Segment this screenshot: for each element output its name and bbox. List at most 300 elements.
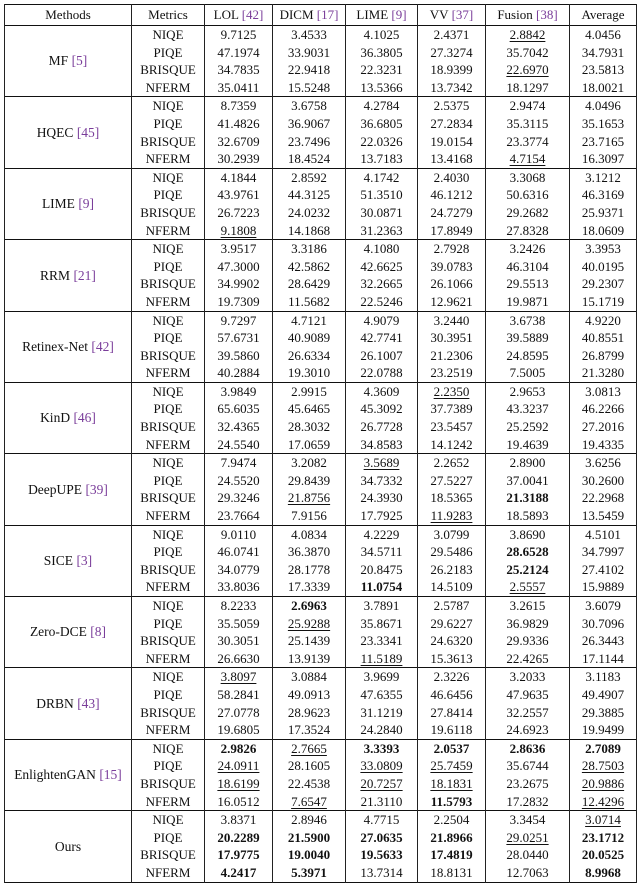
- value-cell: 29.5513: [486, 275, 570, 293]
- value-cell: 13.9139: [273, 650, 346, 668]
- value-cell: 13.5459: [570, 507, 637, 525]
- value-cell: 47.1974: [205, 44, 273, 62]
- metric-name: PIQE: [132, 258, 205, 276]
- value-cell: 29.6227: [418, 615, 486, 633]
- value-cell: 12.4296: [570, 793, 637, 811]
- value-cell: 13.5366: [346, 79, 418, 97]
- value-cell: 2.5375: [418, 97, 486, 115]
- value-cell: 4.2229: [346, 525, 418, 543]
- method-group: [5, 97, 637, 168]
- value-cell: 28.6528: [486, 543, 570, 561]
- value-cell: 3.6079: [570, 597, 637, 615]
- method-group: [5, 454, 637, 525]
- value-cell: 30.2939: [205, 150, 273, 168]
- metric-name: NFERM: [132, 222, 205, 240]
- value-cell: 18.0609: [570, 222, 637, 240]
- value-cell: 22.6970: [486, 61, 570, 79]
- value-cell: 26.6334: [273, 347, 346, 365]
- value-cell: 8.9968: [570, 864, 637, 882]
- value-cell: 27.0778: [205, 704, 273, 722]
- value-cell: 2.2652: [418, 454, 486, 472]
- cite-link[interactable]: [45]: [76, 124, 100, 140]
- value-cell: 7.9156: [273, 507, 346, 525]
- table-row: [5, 97, 637, 115]
- value-cell: 24.3930: [346, 489, 418, 507]
- value-cell: 29.8439: [273, 472, 346, 490]
- value-cell: 19.0154: [418, 133, 486, 151]
- header-lol: LOL [42]: [205, 5, 273, 26]
- value-cell: 23.3341: [346, 632, 418, 650]
- value-cell: 3.6256: [570, 454, 637, 472]
- value-cell: 27.2834: [418, 115, 486, 133]
- value-cell: 35.0411: [205, 79, 273, 97]
- value-cell: 19.4639: [486, 436, 570, 454]
- value-cell: 4.2784: [346, 97, 418, 115]
- header-dicm: DICM [17]: [273, 5, 346, 26]
- cite-link[interactable]: [8]: [90, 624, 107, 640]
- value-cell: 23.7664: [205, 507, 273, 525]
- value-cell: 45.3092: [346, 400, 418, 418]
- value-cell: 28.6429: [273, 275, 346, 293]
- value-cell: 22.4265: [486, 650, 570, 668]
- value-cell: 22.9418: [273, 61, 346, 79]
- method-name: Zero-DCE: [29, 624, 87, 640]
- metric-name: NFERM: [132, 293, 205, 311]
- method-name: KinD: [40, 410, 71, 426]
- value-cell: 46.6456: [418, 686, 486, 704]
- value-cell: 24.0911: [205, 757, 273, 775]
- value-cell: 17.8949: [418, 222, 486, 240]
- value-cell: 2.9826: [205, 739, 273, 757]
- value-cell: 27.8414: [418, 704, 486, 722]
- metric-name: BRISQUE: [132, 561, 205, 579]
- value-cell: 46.3169: [570, 186, 637, 204]
- value-cell: 34.5711: [346, 543, 418, 561]
- value-cell: 2.7089: [570, 739, 637, 757]
- value-cell: 14.1242: [418, 436, 486, 454]
- value-cell: 24.6320: [418, 632, 486, 650]
- method-name: Ours: [54, 838, 82, 854]
- value-cell: 46.0741: [205, 543, 273, 561]
- value-cell: 17.3524: [273, 721, 346, 739]
- value-cell: 2.3226: [418, 668, 486, 686]
- value-cell: 9.0110: [205, 525, 273, 543]
- method-name: DeepUPE: [28, 481, 83, 497]
- value-cell: 4.2417: [205, 864, 273, 882]
- value-cell: 4.9079: [346, 311, 418, 329]
- metric-name: NIQE: [132, 311, 205, 329]
- value-cell: 4.0834: [273, 525, 346, 543]
- value-cell: 4.1025: [346, 26, 418, 44]
- value-cell: 30.7096: [570, 615, 637, 633]
- value-cell: 23.1712: [570, 829, 637, 847]
- cite-link[interactable]: [3]: [76, 553, 93, 569]
- metric-name: BRISQUE: [132, 632, 205, 650]
- method-name: DRBN: [36, 695, 74, 711]
- value-cell: 29.2307: [570, 275, 637, 293]
- value-cell: 22.2968: [570, 489, 637, 507]
- value-cell: 3.0799: [418, 525, 486, 543]
- method-name-cell: [5, 26, 132, 97]
- value-cell: 3.8371: [205, 811, 273, 829]
- value-cell: 29.3885: [570, 704, 637, 722]
- value-cell: 21.8966: [418, 829, 486, 847]
- cite-link[interactable]: [15]: [99, 767, 122, 783]
- value-cell: 46.1212: [418, 186, 486, 204]
- value-cell: 2.8946: [273, 811, 346, 829]
- value-cell: 3.1183: [570, 668, 637, 686]
- value-cell: 5.3971: [273, 864, 346, 882]
- value-cell: 34.7997: [570, 543, 637, 561]
- metric-name: BRISQUE: [132, 133, 205, 151]
- value-cell: 37.0041: [486, 472, 570, 490]
- value-cell: 33.0809: [346, 757, 418, 775]
- cite-link[interactable]: [42]: [241, 7, 264, 22]
- method-group: [5, 240, 637, 311]
- value-cell: 9.7125: [205, 26, 273, 44]
- header-row: [5, 5, 637, 26]
- value-cell: 42.7741: [346, 329, 418, 347]
- value-cell: 2.8636: [486, 739, 570, 757]
- method-name-cell: [5, 311, 132, 382]
- value-cell: 9.7297: [205, 311, 273, 329]
- value-cell: 17.7925: [346, 507, 418, 525]
- metric-name: PIQE: [132, 44, 205, 62]
- value-cell: 2.8592: [273, 168, 346, 186]
- metric-name: NFERM: [132, 578, 205, 596]
- value-cell: 2.7665: [273, 739, 346, 757]
- value-cell: 11.0754: [346, 578, 418, 596]
- method-name-cell: [5, 382, 132, 453]
- metric-name: NIQE: [132, 668, 205, 686]
- value-cell: 34.7931: [570, 44, 637, 62]
- value-cell: 2.8842: [486, 26, 570, 44]
- value-cell: 28.0440: [486, 846, 570, 864]
- value-cell: 4.7715: [346, 811, 418, 829]
- value-cell: 30.2600: [570, 472, 637, 490]
- value-cell: 3.5689: [346, 454, 418, 472]
- metric-name: BRISQUE: [132, 204, 205, 222]
- value-cell: 4.5101: [570, 525, 637, 543]
- value-cell: 3.2426: [486, 240, 570, 258]
- value-cell: 25.2124: [486, 561, 570, 579]
- value-cell: 23.7165: [570, 133, 637, 151]
- value-cell: 3.9849: [205, 382, 273, 400]
- value-cell: 3.9517: [205, 240, 273, 258]
- value-cell: 28.1778: [273, 561, 346, 579]
- value-cell: 34.8583: [346, 436, 418, 454]
- table-row: [5, 240, 637, 258]
- value-cell: 2.7928: [418, 240, 486, 258]
- value-cell: 4.7154: [486, 150, 570, 168]
- value-cell: 26.3443: [570, 632, 637, 650]
- value-cell: 30.0871: [346, 204, 418, 222]
- value-cell: 3.1212: [570, 168, 637, 186]
- value-cell: 21.3280: [570, 364, 637, 382]
- value-cell: 19.3010: [273, 364, 346, 382]
- value-cell: 4.1844: [205, 168, 273, 186]
- value-cell: 7.9474: [205, 454, 273, 472]
- value-cell: 17.3339: [273, 578, 346, 596]
- value-cell: 12.9621: [418, 293, 486, 311]
- value-cell: 25.9371: [570, 204, 637, 222]
- metric-name: PIQE: [132, 329, 205, 347]
- method-group: [5, 668, 637, 739]
- table-row: [5, 739, 637, 757]
- value-cell: 18.1297: [486, 79, 570, 97]
- metric-name: NFERM: [132, 436, 205, 454]
- value-cell: 26.7223: [205, 204, 273, 222]
- value-cell: 19.6805: [205, 721, 273, 739]
- metric-name: NIQE: [132, 811, 205, 829]
- value-cell: 3.0714: [570, 811, 637, 829]
- value-cell: 2.0537: [418, 739, 486, 757]
- value-cell: 26.2183: [418, 561, 486, 579]
- metric-name: NIQE: [132, 382, 205, 400]
- value-cell: 20.9886: [570, 775, 637, 793]
- value-cell: 32.4365: [205, 418, 273, 436]
- metric-name: NIQE: [132, 454, 205, 472]
- value-cell: 18.0021: [570, 79, 637, 97]
- value-cell: 31.1219: [346, 704, 418, 722]
- value-cell: 47.3000: [205, 258, 273, 276]
- value-cell: 17.0659: [273, 436, 346, 454]
- value-cell: 27.0635: [346, 829, 418, 847]
- results-table: [4, 4, 637, 883]
- value-cell: 24.6923: [486, 721, 570, 739]
- value-cell: 21.2306: [418, 347, 486, 365]
- metric-name: NFERM: [132, 364, 205, 382]
- value-cell: 3.2033: [486, 668, 570, 686]
- value-cell: 13.7314: [346, 864, 418, 882]
- method-name-cell: [5, 454, 132, 525]
- value-cell: 19.9499: [570, 721, 637, 739]
- value-cell: 7.5005: [486, 364, 570, 382]
- value-cell: 34.0779: [205, 561, 273, 579]
- value-cell: 3.3454: [486, 811, 570, 829]
- metric-name: PIQE: [132, 829, 205, 847]
- cite-link[interactable]: [9]: [391, 7, 407, 22]
- header-fusion: Fusion [38]: [486, 5, 570, 26]
- value-cell: 26.8799: [570, 347, 637, 365]
- value-cell: 40.9089: [273, 329, 346, 347]
- value-cell: 13.4168: [418, 150, 486, 168]
- value-cell: 22.0788: [346, 364, 418, 382]
- value-cell: 23.2675: [486, 775, 570, 793]
- value-cell: 57.6731: [205, 329, 273, 347]
- value-cell: 11.9283: [418, 507, 486, 525]
- method-name-cell: [5, 811, 132, 882]
- value-cell: 3.8690: [486, 525, 570, 543]
- value-cell: 4.0456: [570, 26, 637, 44]
- value-cell: 15.1719: [570, 293, 637, 311]
- table-row: [5, 454, 637, 472]
- cite-link[interactable]: [38]: [535, 7, 558, 22]
- value-cell: 30.3951: [418, 329, 486, 347]
- value-cell: 45.6465: [273, 400, 346, 418]
- value-cell: 42.5862: [273, 258, 346, 276]
- value-cell: 13.7342: [418, 79, 486, 97]
- value-cell: 30.3051: [205, 632, 273, 650]
- method-name: LIME: [41, 196, 75, 212]
- value-cell: 58.2841: [205, 686, 273, 704]
- value-cell: 49.0913: [273, 686, 346, 704]
- value-cell: 40.0195: [570, 258, 637, 276]
- value-cell: 18.4524: [273, 150, 346, 168]
- value-cell: 21.8756: [273, 489, 346, 507]
- value-cell: 29.3246: [205, 489, 273, 507]
- value-cell: 23.5813: [570, 61, 637, 79]
- value-cell: 3.6758: [273, 97, 346, 115]
- value-cell: 35.3115: [486, 115, 570, 133]
- value-cell: 36.3870: [273, 543, 346, 561]
- value-cell: 22.3231: [346, 61, 418, 79]
- value-cell: 8.2233: [205, 597, 273, 615]
- value-cell: 22.5246: [346, 293, 418, 311]
- value-cell: 3.7891: [346, 597, 418, 615]
- method-group: [5, 26, 637, 97]
- metric-name: PIQE: [132, 543, 205, 561]
- value-cell: 36.6805: [346, 115, 418, 133]
- value-cell: 3.3953: [570, 240, 637, 258]
- value-cell: 50.6316: [486, 186, 570, 204]
- value-cell: 24.2840: [346, 721, 418, 739]
- metric-name: PIQE: [132, 757, 205, 775]
- value-cell: 40.2884: [205, 364, 273, 382]
- cite-link[interactable]: [43]: [77, 695, 100, 711]
- value-cell: 26.1007: [346, 347, 418, 365]
- value-cell: 37.7389: [418, 400, 486, 418]
- metric-name: PIQE: [132, 472, 205, 490]
- method-name-cell: [5, 97, 132, 168]
- value-cell: 32.2557: [486, 704, 570, 722]
- value-cell: 2.2504: [418, 811, 486, 829]
- method-group: [5, 311, 637, 382]
- cite-link[interactable]: [39]: [85, 481, 108, 497]
- table-row: [5, 597, 637, 615]
- value-cell: 16.3097: [570, 150, 637, 168]
- method-group: [5, 168, 637, 239]
- value-cell: 49.4907: [570, 686, 637, 704]
- value-cell: 3.2440: [418, 311, 486, 329]
- table-row: [5, 811, 637, 829]
- method-group: [5, 597, 637, 668]
- cite-link[interactable]: [21]: [73, 267, 96, 283]
- value-cell: 27.5227: [418, 472, 486, 490]
- value-cell: 3.6738: [486, 311, 570, 329]
- value-cell: 14.1868: [273, 222, 346, 240]
- value-cell: 2.4030: [418, 168, 486, 186]
- value-cell: 2.8900: [486, 454, 570, 472]
- value-cell: 3.0884: [273, 668, 346, 686]
- value-cell: 23.5457: [418, 418, 486, 436]
- value-cell: 21.3188: [486, 489, 570, 507]
- value-cell: 2.9474: [486, 97, 570, 115]
- metric-name: PIQE: [132, 615, 205, 633]
- value-cell: 8.7359: [205, 97, 273, 115]
- header-average: Average: [570, 5, 637, 26]
- value-cell: 42.6625: [346, 258, 418, 276]
- value-cell: 20.2289: [205, 829, 273, 847]
- value-cell: 2.5787: [418, 597, 486, 615]
- value-cell: 18.5365: [418, 489, 486, 507]
- value-cell: 29.5486: [418, 543, 486, 561]
- cite-link[interactable]: [17]: [316, 7, 339, 22]
- value-cell: 4.3609: [346, 382, 418, 400]
- value-cell: 2.2350: [418, 382, 486, 400]
- value-cell: 20.7257: [346, 775, 418, 793]
- cite-link[interactable]: [42]: [91, 338, 114, 354]
- value-cell: 16.0512: [205, 793, 273, 811]
- method-name: SICE: [43, 553, 74, 569]
- metric-name: NIQE: [132, 26, 205, 44]
- value-cell: 2.9915: [273, 382, 346, 400]
- value-cell: 9.1808: [205, 222, 273, 240]
- value-cell: 11.5682: [273, 293, 346, 311]
- cite-link[interactable]: [9]: [78, 196, 95, 212]
- metric-name: NIQE: [132, 168, 205, 186]
- method-name-cell: [5, 525, 132, 596]
- value-cell: 32.6709: [205, 133, 273, 151]
- cite-link[interactable]: [37]: [451, 7, 474, 22]
- table-row: [5, 168, 637, 186]
- method-name: MF: [48, 53, 69, 69]
- cite-link[interactable]: [46]: [73, 410, 96, 426]
- value-cell: 27.2016: [570, 418, 637, 436]
- header-methods: Methods: [5, 5, 132, 26]
- value-cell: 11.5189: [346, 650, 418, 668]
- metric-name: BRISQUE: [132, 275, 205, 293]
- value-cell: 27.4102: [570, 561, 637, 579]
- value-cell: 14.5109: [418, 578, 486, 596]
- value-cell: 35.8671: [346, 615, 418, 633]
- value-cell: 3.3393: [346, 739, 418, 757]
- value-cell: 28.7503: [570, 757, 637, 775]
- value-cell: 41.4826: [205, 115, 273, 133]
- value-cell: 36.3805: [346, 44, 418, 62]
- value-cell: 18.8131: [418, 864, 486, 882]
- value-cell: 19.4335: [570, 436, 637, 454]
- method-group: [5, 811, 637, 882]
- table-row: [5, 525, 637, 543]
- metric-name: PIQE: [132, 686, 205, 704]
- value-cell: 19.7309: [205, 293, 273, 311]
- value-cell: 3.4533: [273, 26, 346, 44]
- value-cell: 40.8551: [570, 329, 637, 347]
- table-row: [5, 26, 637, 44]
- metric-name: BRISQUE: [132, 418, 205, 436]
- value-cell: 39.0783: [418, 258, 486, 276]
- value-cell: 17.9775: [205, 846, 273, 864]
- value-cell: 25.7459: [418, 757, 486, 775]
- metric-name: NIQE: [132, 97, 205, 115]
- value-cell: 3.2082: [273, 454, 346, 472]
- value-cell: 28.3032: [273, 418, 346, 436]
- value-cell: 17.4819: [418, 846, 486, 864]
- value-cell: 32.2665: [346, 275, 418, 293]
- value-cell: 43.3237: [486, 400, 570, 418]
- header-vv: VV [37]: [418, 5, 486, 26]
- value-cell: 21.5900: [273, 829, 346, 847]
- cite-link[interactable]: [5]: [71, 53, 88, 69]
- value-cell: 44.3125: [273, 186, 346, 204]
- value-cell: 24.0232: [273, 204, 346, 222]
- value-cell: 3.2615: [486, 597, 570, 615]
- value-cell: 35.7042: [486, 44, 570, 62]
- value-cell: 35.1653: [570, 115, 637, 133]
- value-cell: 31.2363: [346, 222, 418, 240]
- value-cell: 18.1831: [418, 775, 486, 793]
